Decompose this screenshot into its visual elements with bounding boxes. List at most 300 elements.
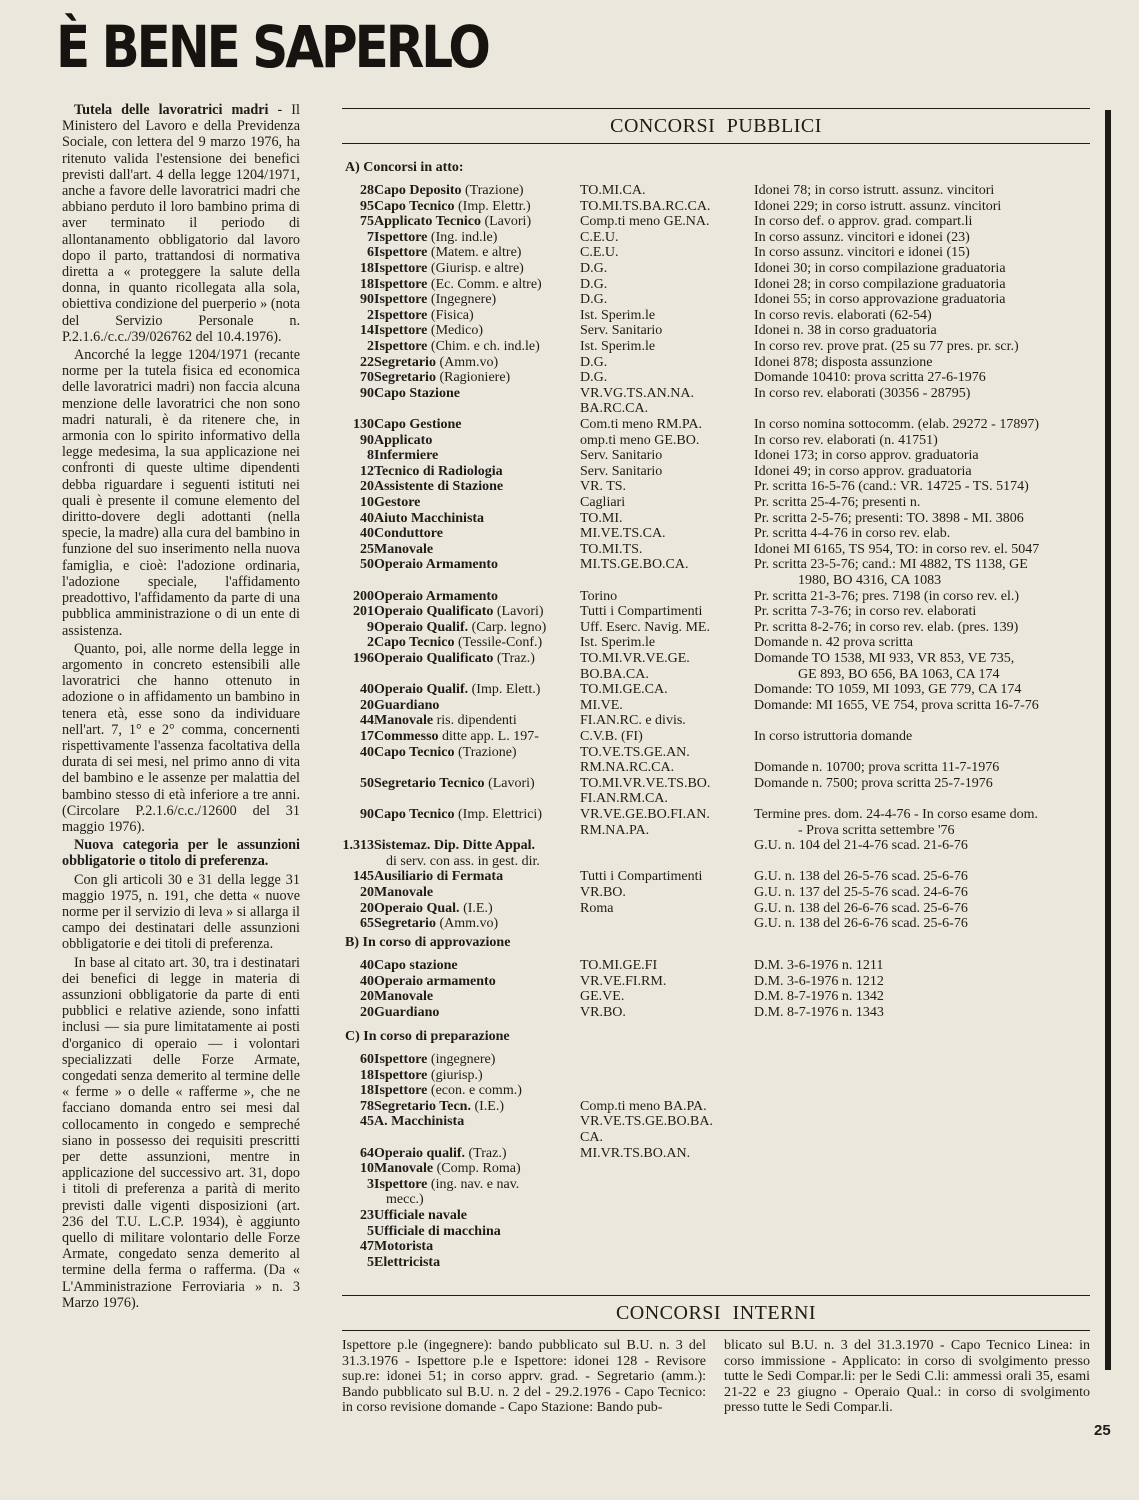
row-status: Idonei 78; in corso istrutt. assunz. vincitori [754,183,995,198]
row-title: Ispettore (Ing. ind.le) [374,229,498,245]
table-row [342,1005,1102,1021]
row-title: Segretario (Amm.vo) [374,916,499,932]
row-title: Manovale ris. dipendenti [374,713,517,729]
table-row [342,604,1102,620]
row-count: 47 [360,1239,374,1255]
row-location: MI.VE. [580,697,623,713]
row-status: Idonei 28; in corso compilazione graduatoria [754,276,1006,292]
table-row [342,277,1102,293]
row-location: VR.BO. [580,1004,626,1020]
table-row [342,464,1102,480]
row-location: Comp.ti meno BA.PA. [580,1098,707,1114]
row-count: 20 [360,1004,374,1020]
row-location: Cagliari [580,495,626,510]
row-count: 65 [360,916,374,932]
row-location: RM.NA.PA. [580,822,650,838]
table-row [342,261,1102,277]
row-status: In corso assunz. vincitori e idonei (15) [754,245,970,261]
table-row [342,323,1102,339]
row-location: Ist. Sperim.le [580,339,656,354]
row-location: VR. TS. [580,479,627,495]
row-count: 20 [360,989,374,1005]
row-count: 22 [360,354,374,370]
row-title: Ispettore (Giurisp. e altre) [374,261,524,276]
interni-column-1: Ispettore p.le (ingegnere): bando pubblicato sul B.U. n. 3 del 31.3.1976 - Ispettore p.le e Ispettore: idonei 128 - Revisore sup.re: idonei 51; in corso apprv. grad. - Segretario (amm.): Bando pubblicato sul B.U. n. 2 del - 29.2.1976 - Capo Tecnico: in corso revisione domande - Capo Stazione: Bando pub- [342,1338,706,1416]
row-status: G.U. n. 137 del 25-5-76 scad. 24-6-76 [754,885,968,900]
row-count: 9 [367,619,374,635]
row-count: 70 [360,370,374,386]
row-title: Ispettore (econ. e comm.) [374,1083,522,1099]
row-status: In corso rev. elaborati (30356 - 28795) [754,385,971,401]
row-count: 3 [367,1176,374,1192]
table-row [342,838,1102,854]
paragraph-text: Ancorché la legge 1204/1971 (recante norme per la tutela fisica ed economica delle lavoratrici madri) non faccia alcuna menzione delle lavoratrici che non sono madri naturali, è da ritenere che, in armonia con lo spirito informativo della legge medesima, la sua applicazione nei confronti di queste ultime dipendenti debba riguardare i seguenti istituti nei quali è presente il comune elemento del diritto-dovere degli adottanti (nella specie, la madre) alla cura del bambino in funzione del suo inserimento nella nuova famiglia, e cioè: l'adozione ordinaria, l'adozione speciale, l'affidamento preadottivo, l'affidamento da parte di una pubblica amministrazione o di un ente di assistenza. [62,347,300,639]
row-title: Capo Tecnico (Trazione) [374,744,517,760]
row-title: Ispettore (Matem. e altre) [374,245,522,261]
paragraph-text: Con gli articoli 30 e 31 della legge 31 maggio 1975, n. 191, che detta « nuove norme per il servizio di leva » si allarga il campo dei destinatari delle assunzioni obbligatorie e dei titoli di preferenza. [62,871,300,953]
table-row [342,183,1102,199]
table-row [342,526,1102,542]
table-row [342,1192,1102,1208]
row-location: FI.AN.RM.CA. [580,791,668,807]
row-count: 1.313 [342,838,374,854]
row-location: TO.MI.CA. [580,183,646,198]
row-title: Ufficiale navale [374,1208,467,1223]
table-row [342,245,1102,261]
row-title: Capo Stazione [374,385,460,401]
table-row [342,230,1102,246]
row-count: 95 [360,198,374,214]
row-count: 50 [360,775,374,791]
row-status: Pr. scritta 25-4-76; presenti n. [754,495,921,510]
paragraph-text: In base al citato art. 30, tra i destinatari dei benefici di legge in materia di assunzioni obbligatorie da parte di enti pubblici e relative aziende, sono infatti inclusi — sia pure limitatamente ai posti d'organico di operaio — i volontari specializzati delle Forze Armate, congedati senza demerito al termine delle « ferme » o delle « rafferme », che ne facciano domanda entro sei mesi dal collocamento in congedo e sempreché siano in possesso dei requisiti prescritti per dette assunzioni, mentre in applicazione del successivo art. 31, dopo i titoli di preferenza a parità di merito previsti dalle vigenti disposizioni (art. 236 del T.U. L.C.P. 1934), è aggiunto quello di militare volontario delle Forze Armate, congedato senza demerito al termine della ferma o rafferma. (Da « L'Amministrazione Ferroviaria » n. 3 Marzo 1976). [62,954,300,1311]
row-count: 6 [367,245,374,261]
row-title: Ispettore (Medico) [374,323,483,339]
row-count: 60 [360,1052,374,1067]
row-title: Segretario (Ragioniere) [374,370,511,386]
interni-column-2: blicato sul B.U. n. 3 del 31.3.1970 - Capo Tecnico Linea: in corso immissione - Applicato: in corso di svolgimento presso tutte le Sedi Compar.li: per le Sedi C.li: ammessi orali 35, esami 21-22 e 23 giugno - Operaio Qual.: in corso di svolgimento presso tutte le Sedi Compar.li. [724,1338,1090,1416]
row-title: Elettricista [374,1254,441,1270]
table-row [342,1177,1102,1193]
row-status: Pr. scritta 2-5-76; presenti: TO. 3898 - MI. 3806 [754,510,1024,526]
row-count: 20 [360,900,374,916]
row-title: Ispettore (Ec. Comm. e altre) [374,276,542,292]
row-location: D.G. [580,292,608,308]
row-location: TO.MI.VR.VE.TS.BO. [580,775,711,791]
row-count: 10 [360,495,374,510]
row-location: BO.BA.CA. [580,666,649,682]
row-count: 5 [367,1223,374,1239]
table-row [342,885,1102,901]
left-paragraph [62,347,300,639]
row-status: Pr. scritta 4-4-76 in corso rev. elab. [754,526,951,542]
row-location: VR.VG.TS.AN.NA. [580,385,694,401]
table-row [342,495,1102,511]
row-count: 90 [360,807,374,822]
row-title: Operaio Armamento [374,557,499,573]
row-count: 20 [360,479,374,495]
row-status: GE 893, BO 656, BA 1063, CA 174 [798,666,1000,682]
row-status: Termine pres. dom. 24-4-76 - In corso esame dom. [754,807,1038,822]
row-status: Idonei MI 6165, TS 954, TO: in corso rev. el. 5047 [754,541,1040,557]
row-status: Domande 10410: prova scritta 27-6-1976 [754,370,986,386]
row-title: di serv. con ass. in gest. dir. [386,853,540,869]
row-status: Idonei 173; in corso approv. graduatoria [754,448,979,464]
row-title: Capo Tecnico (Imp. Elettr.) [374,198,531,214]
row-count: 25 [360,541,374,557]
table-row [342,1224,1102,1240]
row-location: Serv. Sanitario [580,448,663,464]
table-row [342,682,1102,698]
row-status: D.M. 8-7-1976 n. 1342 [754,989,884,1005]
row-location: Com.ti meno RM.PA. [580,417,703,432]
row-title: Infermiere [374,448,439,464]
row-count: 90 [360,292,374,308]
row-status: Pr. scritta 16-5-76 (cand.: VR. 14725 - TS. 5174) [754,479,1029,495]
row-location: RM.NA.RC.CA. [580,760,675,776]
row-status: Domande n. 7500; prova scritta 25-7-1976 [754,775,993,791]
row-status: Domande: TO 1059, MI 1093, GE 779, CA 174 [754,682,1022,698]
table-row [342,1130,1102,1146]
row-count: 130 [353,417,374,432]
row-location: TO.MI.GE.CA. [580,682,668,698]
row-status: Domande n. 10700; prova scritta 11-7-1976 [754,760,1000,776]
row-count: 201 [353,604,374,620]
row-title: Guardiano [374,1004,440,1020]
table-row [342,729,1102,745]
row-location: D.G. [580,261,608,276]
row-title: Manovale [374,989,434,1005]
row-status: Idonei 55; in corso approvazione graduatoria [754,292,1006,308]
table-row [342,573,1102,589]
table-row [342,542,1102,558]
row-count: 90 [360,432,374,448]
row-status: In corso def. o approv. grad. compart.li [754,214,973,230]
row-title: Applicato [374,432,433,448]
row-count: 17 [360,729,374,744]
row-count: 18 [360,261,374,276]
row-title: Capo Gestione [374,417,462,432]
row-title: Operaio Qualificato (Lavori) [374,604,544,620]
table-row [342,339,1102,355]
row-status: - Prova scritta settembre '76 [798,822,955,838]
row-status: D.M. 3-6-1976 n. 1211 [754,958,884,973]
row-location: omp.ti meno GE.BO. [580,432,700,448]
title-rule [342,143,1090,144]
row-title: Segretario (Amm.vo) [374,354,499,370]
row-status: Pr. scritta 8-2-76; in corso rev. elab. (pres. 139) [754,619,1019,635]
section-a-label: A) Concorsi in atto: [345,160,464,175]
row-count: 40 [360,744,374,760]
row-status: Idonei 878; disposta assunzione [754,354,933,370]
row-count: 18 [360,1083,374,1099]
left-paragraph [62,641,300,835]
table-row [342,1083,1102,1099]
table-row [342,1052,1102,1068]
row-location: Ist. Sperim.le [580,307,656,323]
row-title: Operaio Qual. (I.E.) [374,900,493,916]
row-title: Segretario Tecnico (Lavori) [374,775,535,791]
page-number: 25 [1094,1422,1111,1439]
row-status: In corso revis. elaborati (62-54) [754,307,932,323]
row-count: 7 [367,229,374,245]
row-location: VR.VE.GE.BO.FI.AN. [580,807,710,822]
table-row [342,807,1102,823]
row-title: Manovale [374,541,434,557]
table-row [342,1161,1102,1177]
table-row [342,1099,1102,1115]
row-title: Ispettore (ing. nav. e nav. [374,1176,520,1192]
row-status: In corso assunz. vincitori e idonei (23) [754,229,970,245]
row-title: Assistente di Stazione [374,479,504,495]
table-row [342,989,1102,1005]
row-location: Serv. Sanitario [580,463,663,479]
row-title: Capo Tecnico (Tessile-Conf.) [374,635,543,651]
row-count: 12 [360,463,374,479]
row-count: 20 [360,885,374,900]
table-row [342,974,1102,990]
row-count: 14 [360,323,374,339]
row-count: 64 [360,1145,374,1161]
row-title: Segretario Tecn. (I.E.) [374,1098,505,1114]
table-row [342,1068,1102,1084]
left-paragraph [62,102,300,345]
row-location: VR.BO. [580,885,626,900]
row-title: Applicato Tecnico (Lavori) [374,214,532,230]
table-row [342,760,1102,776]
row-title: Manovale [374,885,434,900]
row-location: Roma [580,900,614,916]
row-location: D.G. [580,354,608,370]
row-title: Operaio Qualificato (Traz.) [374,651,535,666]
row-location: TO.MI.GE.FI [580,958,658,973]
row-title: Capo stazione [374,958,458,973]
section-c-label: C) In corso di preparazione [345,1029,510,1044]
left-column [62,102,300,1313]
row-status: In corso istruttoria domande [754,729,913,744]
row-status: Idonei n. 38 in corso graduatoria [754,323,937,339]
row-status: Domande TO 1538, MI 933, VR 853, VE 735, [754,651,1015,666]
row-status: Pr. scritta 21-3-76; pres. 7198 (in corso rev. el.) [754,588,1020,604]
section-b-label: B) In corso di approvazione [345,935,511,950]
row-title: Ufficiale di macchina [374,1223,501,1239]
row-location: TO.MI.VR.VE.GE. [580,651,690,666]
paragraph-heading: Nuova categoria per le assunzioni obbligatorie o titolo di preferenza. [62,837,300,870]
row-status: Idonei 229; in corso istrutt. assunz. vincitori [754,198,1002,214]
row-count: 45 [360,1114,374,1130]
row-title: Ausiliario di Fermata [374,869,504,885]
table-row [342,958,1102,974]
table-row [342,651,1102,667]
row-title: Ispettore (ingegnere) [374,1052,496,1067]
table-row [342,823,1102,839]
row-title: Ispettore (Fisica) [374,307,474,323]
table-row [342,386,1102,402]
row-location: TO.MI.TS. [580,541,643,557]
row-title: Operaio Qualif. (Carp. legno) [374,619,547,635]
table-row [342,401,1102,417]
table-row [342,635,1102,651]
row-status: Pr. scritta 7-3-76; in corso rev. elaborati [754,604,977,620]
row-count: 10 [360,1161,374,1177]
row-title: Gestore [374,495,421,510]
concorsi-pubblici-title: CONCORSI PUBBLICI [610,115,822,137]
row-count: 23 [360,1208,374,1223]
row-title: Operaio qualif. (Traz.) [374,1145,507,1161]
interni-top-rule [342,1295,1090,1296]
row-location: VR.VE.TS.GE.BO.BA. [580,1114,714,1130]
table-row [342,916,1102,932]
row-location: FI.AN.RC. e divis. [580,713,686,729]
table-row [342,557,1102,573]
row-location: BA.RC.CA. [580,401,649,417]
row-location: Comp.ti meno GE.NA. [580,214,710,230]
table-row [342,854,1102,870]
row-location: VR.VE.FI.RM. [580,973,667,989]
row-title: A. Macchinista [374,1114,465,1130]
table-row [342,791,1102,807]
table-row [342,1146,1102,1162]
row-location: CA. [580,1130,603,1145]
table-row [342,776,1102,792]
row-location: C.E.U. [580,245,619,261]
row-title: Sistemaz. Dip. Ditte Appal. [374,838,535,854]
row-count: 40 [360,682,374,698]
row-count: 2 [367,307,374,323]
row-status: In corso nomina sottocomm. (elab. 29272 - 17897) [754,417,1040,432]
table-row [342,479,1102,495]
row-count: 40 [360,958,374,973]
table-row [342,1239,1102,1255]
row-status: In corso rev. prove prat. (25 su 77 pres. pr. scr.) [754,339,1019,354]
paragraph-heading: Tutela delle lavoratrici madri [74,102,269,118]
table-row [342,355,1102,371]
row-location: Tutti i Compartimenti [580,604,703,620]
concorsi-interni-title: CONCORSI INTERNI [615,1302,817,1324]
top-rule [342,108,1090,109]
row-count: 28 [360,183,374,198]
row-title: Operaio armamento [374,973,496,989]
row-status: D.M. 3-6-1976 n. 1212 [754,973,884,989]
row-status: G.U. n. 138 del 26-6-76 scad. 25-6-76 [754,916,968,932]
table-row [342,1114,1102,1130]
row-location: D.G. [580,276,608,292]
row-count: 40 [360,973,374,989]
row-location: Ist. Sperim.le [580,635,656,651]
table-row [342,433,1102,449]
table-row [342,589,1102,605]
table-row [342,417,1102,433]
right-border-bar [1105,110,1111,1370]
row-location: C.V.B. (FI) [580,729,643,744]
row-title: Commesso ditte app. L. 197- [374,729,539,744]
row-location: Tutti i Compartimenti [580,869,703,885]
row-location: Serv. Sanitario [580,323,663,339]
left-paragraph [62,955,300,1311]
row-title: Operaio Qualif. (Imp. Elett.) [374,682,541,698]
row-count: 44 [360,713,374,729]
table-row [342,214,1102,230]
row-count: 18 [360,1067,374,1083]
row-title: Guardiano [374,697,440,713]
row-status: In corso rev. elaborati (n. 41751) [754,432,938,448]
table-row [342,308,1102,324]
row-count: 145 [353,869,374,885]
table-row [342,745,1102,761]
row-count: 78 [360,1098,374,1114]
table-row [342,1255,1102,1271]
row-title: Manovale (Comp. Roma) [374,1161,521,1177]
row-title: Capo Deposito (Trazione) [374,183,524,198]
row-status: G.U. n. 138 del 26-6-76 scad. 25-6-76 [754,900,968,916]
row-title: Capo Tecnico (Imp. Elettrici) [374,807,542,822]
table-row [342,511,1102,527]
table-row [342,292,1102,308]
row-location: MI.VR.TS.BO.AN. [580,1145,691,1161]
row-title: Ispettore (Ingegnere) [374,292,497,308]
row-location: MI.VE.TS.CA. [580,526,666,542]
row-status: Domande n. 42 prova scritta [754,635,914,651]
row-status: Idonei 49; in corso approv. graduatoria [754,463,972,479]
row-location: Uff. Eserc. Navig. ME. [580,619,710,635]
row-count: 196 [353,651,374,666]
row-title: mecc.) [386,1192,424,1208]
table-row [342,1208,1102,1224]
paragraph-text: Quanto, poi, alle norme della legge in argomento in concreto estensibili alle lavoratrici che hanno ottenuto in adozione o in affidamento un bambino in tenera età, esse sono da individuare nell'art. 7, 1° e 2° comma, concernenti rispettivamente l'assenza facoltativa della durata di sei mesi, nel primo anno di vita del bambino e le assenze per malattia del bambino stesso di età inferiore a tre anni. (Circolare P.2.1.6/c.c./12600 del 31 maggio 1976). [62,640,300,835]
row-count: 20 [360,697,374,713]
row-count: 75 [360,214,374,230]
masthead: È BENE SAPERLO [56,14,488,81]
row-count: 5 [367,1254,374,1270]
table-row [342,901,1102,917]
row-status: D.M. 8-7-1976 n. 1343 [754,1004,884,1020]
row-status: G.U. n. 104 del 21-4-76 scad. 21-6-76 [754,838,968,854]
row-location: Torino [580,588,618,604]
row-location: TO.VE.TS.GE.AN. [580,744,690,760]
row-status: Pr. scritta 23-5-76; cand.: MI 4882, TS 1138, GE [754,557,1028,573]
row-status: 1980, BO 4316, CA 1083 [798,573,942,588]
row-count: 40 [360,510,374,526]
row-title: Tecnico di Radiologia [374,463,503,479]
table-row [342,698,1102,714]
row-title: Motorista [374,1239,434,1255]
table-row [342,620,1102,636]
table-row [342,370,1102,386]
row-count: 8 [367,448,374,464]
table-row [342,667,1102,683]
paragraph-text: - Il Ministero del Lavoro e della Previdenza Sociale, con lettera del 9 marzo 1976, ha ritenuto valida l'estensione dei benefici previsti dall'art. 4 della legge 1204/1971, anche a favore delle lavoratrici madri che abbiano perduto il loro bambino prima di aver terminato il periodo di allontanamento obbligatorio dal lavoro dopo il parto, trattandosi di normativa diretta a « proteggere la salute della donna, in quanto ricollegata alla sola, obiettiva condizione del puerperio » (nota del Servizio Personale n. P.2.1.6./c.c./39/026762 del 10.4.1976). [62,102,300,345]
row-count: 50 [360,557,374,573]
left-paragraph [62,837,300,869]
row-title: Operaio Armamento [374,588,499,604]
table-row [342,869,1102,885]
row-location: TO.MI. [580,510,623,526]
row-location: TO.MI.TS.BA.RC.CA. [580,198,711,214]
row-location: D.G. [580,370,608,386]
row-location: MI.TS.GE.BO.CA. [580,557,689,573]
row-count: 2 [367,635,374,651]
row-title: Ispettore (giurisp.) [374,1067,483,1083]
row-count: 40 [360,526,374,542]
table-row [342,448,1102,464]
row-status: Idonei 30; in corso compilazione graduatoria [754,261,1006,276]
row-count: 2 [367,339,374,354]
row-status: G.U. n. 138 del 26-5-76 scad. 25-6-76 [754,869,968,885]
table-row [342,713,1102,729]
row-status: Domande: MI 1655, VE 754, prova scritta 16-7-76 [754,697,1039,713]
row-count: 200 [353,588,374,604]
row-count: 18 [360,276,374,292]
